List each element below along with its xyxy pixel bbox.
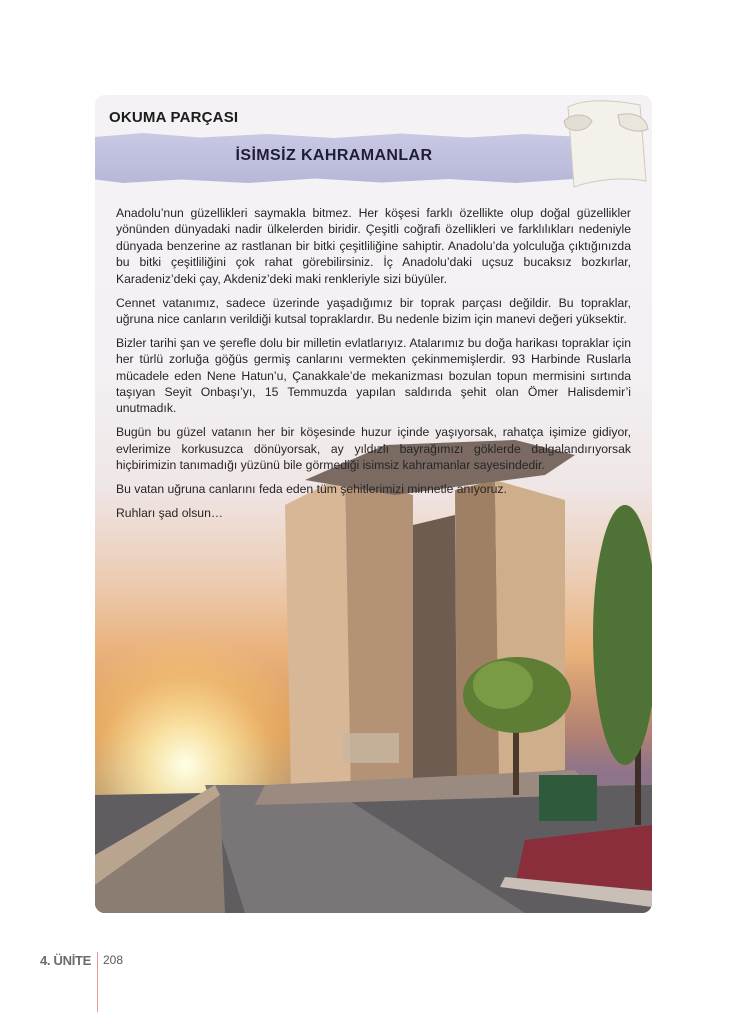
paragraph: Bu vatan uğruna canlarını feda eden tüm şehitlerimizi minnetle anıyoruz. bbox=[116, 482, 507, 497]
reading-card bbox=[95, 95, 652, 913]
paragraph: Bugün bu güzel vatanın her bir köşesinde huzur içinde yaşıyorsak, rahatça işimize gidiyor, evlerimize korkusuzca dönüyorsak, ay yıldızlı bayrağımızı göklerde dalgalandırıyorsak hiçbirimizin tanımadığı yüzünü bile görmediği isimsiz kahramanlar sayesindedir. bbox=[116, 425, 631, 473]
unit-label: 4. ÜNİTE bbox=[40, 953, 92, 968]
section-label: OKUMA PARÇASI bbox=[109, 109, 239, 126]
paragraph: Ruhları şad olsun… bbox=[116, 506, 224, 520]
paragraph: Anadolu’nun güzellikleri saymakla bitmez. Her köşesi farklı özellikte olup doğal güzellikler yönünden dünyadaki nadir ülkelerden biridir. Çeşitli coğrafi özellikleri ve farklılıkları nedeniyle dünyada benzerine az rastlanan bir bitki çeşitliliğine sahiptir. Anadolu’da yolculuğa çıktığınızda bu bitki çeşitliliğini çok rahat görebilirsiniz. İç Anadolu’daki uçsuz bucaksız bozkırlar, Karadeniz’deki çay, Akdeniz’deki maki renkleriyle sizi büyüler. bbox=[116, 206, 631, 286]
paragraph: Cennet vatanımız, sadece üzerinde yaşadığımız bir toprak parçası değildir. Bu topraklar, uğruna nice canların verildiği kutsal topraklardır. Bu nedenle bizim için manevi değeri yüksektir. bbox=[116, 295, 631, 326]
paper-scroll-icon bbox=[558, 95, 652, 195]
reading-text bbox=[116, 205, 631, 529]
footer-divider bbox=[97, 952, 98, 1012]
paragraph: Bizler tarihi şan ve şerefle dolu bir milletin evlatlarıyız. Atalarımız bu doğa harikası topraklar için her türlü zorluğa göğüs germiş canlarını vermekten çekinmemişlerdir. 93 Harbinde Ruslarla mücadele eden Nene Hatun’u, Çanakkale’de mekanizması bozulan topun mermisini sırtında taşıyan Seyit Onbaşı’yı, 15 Temmuzda yapılan saldırıda şehit olan Ömer Halisdemir’i unutmadık. bbox=[116, 335, 631, 416]
page-title: İSİMSİZ KAHRAMANLAR bbox=[235, 147, 433, 164]
page-number: 208 bbox=[103, 953, 124, 967]
